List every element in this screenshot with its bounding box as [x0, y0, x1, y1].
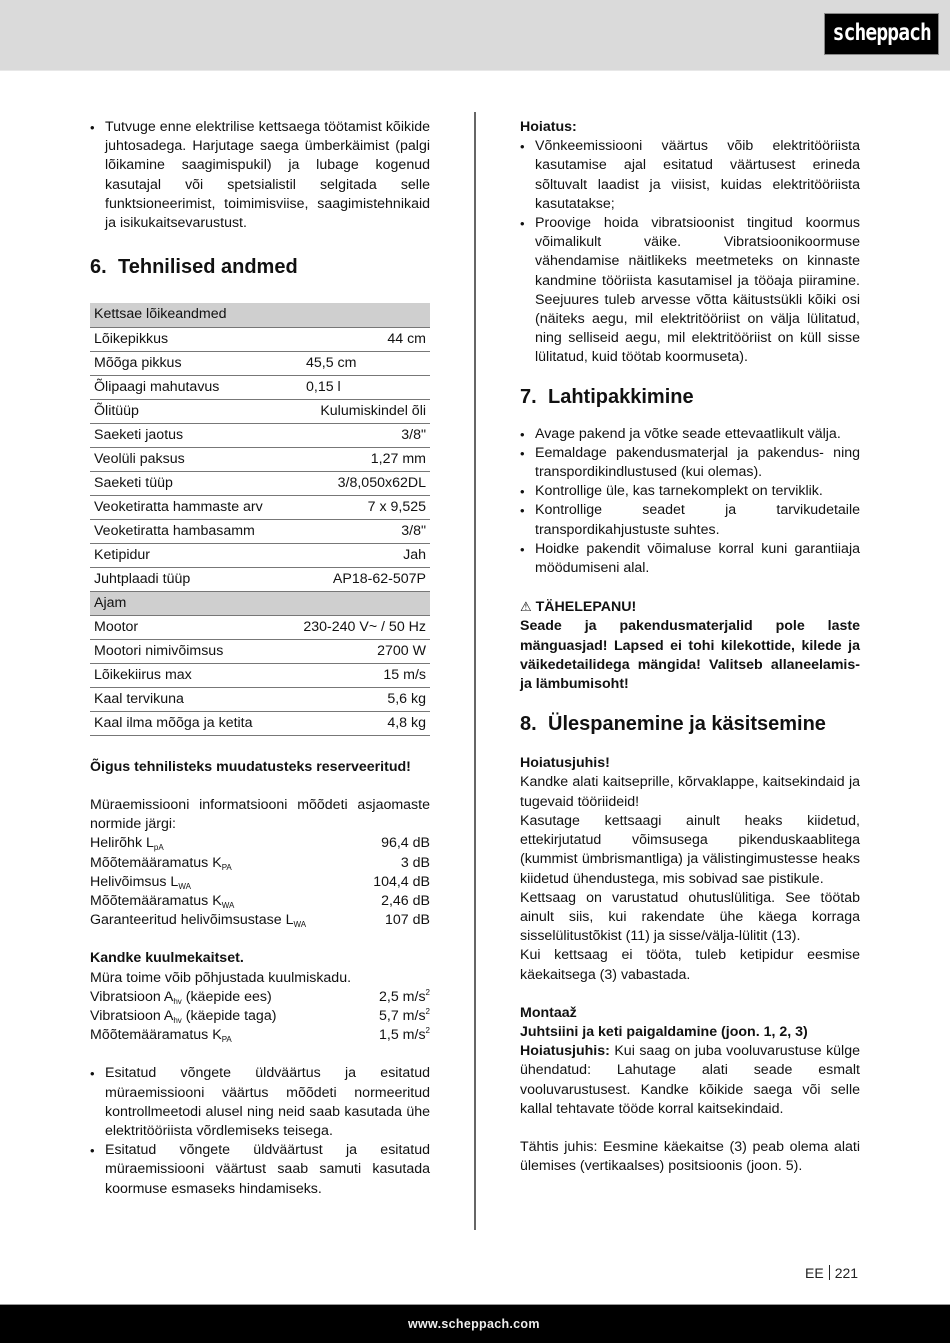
spec-label: Kaal ilma mõõga ja ketita: [90, 711, 298, 735]
spec-value: 7 x 9,525: [298, 495, 430, 519]
assembly-warning: [520, 1042, 860, 1119]
spec-section-row: [90, 303, 430, 327]
spec-value: 230-240 V~ / 50 Hz: [298, 615, 430, 639]
safety-paragraphs: [520, 773, 860, 984]
spec-row: [90, 711, 430, 735]
intro-bullet-list: [90, 118, 430, 233]
spec-section-row: [90, 591, 430, 615]
page-number-value: 221: [834, 1265, 859, 1281]
spec-value: 2700 W: [298, 639, 430, 663]
warning-bullet: • Proovige hoida vibratsioonist tingitud koormus võimalikult väike. Vibratsioonikoormuse vähendamise näitlikeks meetmeteks on kinnaste kandmine tööriista kasutamisel ja tööaja piiramine. Seejuures tuleb arvesse võtta käitustsükli kõiki osi (näiteks aegu, mil elektritööriist on välja lülitatud, ning selliseid aegu, mil elektritööriist on küll sisse lülitatud, kuid töötab koormuseta).: [520, 214, 860, 368]
vibration-label-text: Mõõtemääramatus K: [90, 1027, 222, 1044]
noise-value: 3 dB: [400, 854, 430, 871]
safety-heading: Hoiatusjuhis!: [520, 755, 610, 772]
section-number: 6.: [90, 256, 107, 279]
spec-label: Õlipaagi mahutavus: [90, 375, 298, 399]
vibration-value-text: 1,5 m/s: [379, 1027, 426, 1044]
vibration-label: [90, 1026, 232, 1045]
vibration-row: [90, 1026, 430, 1045]
safety-paragraph: Kasutage kettsaagi ainult heaks kiidetud, ettekirjutatud võimsusega pikenduskaablitega (kummist ümbrismantliga) ja välistingimustesse heaks kiidetud ühendustega, mis sobivad sae pistikule.: [520, 812, 860, 887]
vibration-value-text: 5,7 m/s: [379, 1007, 426, 1024]
footer-bar: [0, 1304, 950, 1343]
vibration-label: [90, 1007, 276, 1026]
unpacking-bullet: • Kontrollige seadet ja tarvikudetaile transpordikahjustuste suhtes.: [520, 501, 860, 539]
closing-bullet: • Esitatud võngete üldväärtust ja esitatud müraemissiooni väärtust saab samuti kasutada koormuse esmaseks hindamiseks.: [90, 1141, 430, 1199]
warning-bullet: • Võnkeemissiooni väärtus võib elektritööriista kasutamise ajal esitatud väärtusest erineda sõltuvalt laadist ja viisist, kuidas elektritööriista kasutatakse;: [520, 137, 860, 214]
spec-label: Ketipidur: [90, 543, 298, 567]
unpacking-bullet-list: [520, 425, 860, 579]
spec-row: [90, 567, 430, 591]
vibration-label-suffix: (käepide ees): [181, 988, 272, 1005]
noise-value: 2,46 dB: [381, 892, 430, 909]
spec-value: 5,6 kg: [298, 687, 430, 711]
column-divider: [474, 112, 476, 1230]
spec-label: Õlitüüp: [90, 399, 298, 423]
spec-label: Mootor: [90, 615, 298, 639]
noise-label: [90, 892, 234, 911]
spec-value: Kulumiskindel õli: [298, 399, 430, 423]
spec-value: 3/8": [298, 423, 430, 447]
warning-heading: Hoiatus:: [520, 119, 577, 135]
spec-row: [90, 375, 430, 399]
spec-label: Juhtplaadi tüüp: [90, 567, 298, 591]
section-title: Ülespanemine ja käsitsemine: [548, 713, 826, 736]
noise-values: [90, 834, 430, 930]
noise-label-text: Helivõimsus L: [90, 873, 179, 890]
spec-section-title: Kettsae lõikeandmed: [90, 303, 430, 327]
vibration-label-text: Vibratsioon A: [90, 988, 174, 1005]
spec-label: Mootori nimivõimsus: [90, 639, 298, 663]
spec-label: Saeketi tüüp: [90, 471, 298, 495]
reserved-note: Õigus tehnilisteks muudatusteks reserveeritud!: [90, 758, 411, 775]
spec-row: [90, 663, 430, 687]
logo-text: scheppach: [832, 20, 931, 47]
spec-label: Lõikekiirus max: [90, 663, 298, 687]
spec-label: Veoketiratta hammaste arv: [90, 495, 298, 519]
attention-heading-line: [520, 597, 860, 617]
header-bar: [0, 0, 950, 71]
spec-value: AP18-62-507P: [298, 567, 430, 591]
section-number: 7.: [520, 385, 537, 408]
safety-paragraph: Kettsaag on varustatud ohutuslülitiga. See töötab ainult siis, kui rakendate ühe käega korraga sisselülitustõkist (11) ja sisse/välja-lülitit (13).: [520, 889, 860, 945]
section-7-heading: [520, 385, 860, 409]
warning-bullet-list: [520, 137, 860, 367]
spec-row: [90, 399, 430, 423]
important-note: Tähtis juhis: Eesmine käekaitse (3) peab olema alati ülemises (vertikaalses) positsioonis (joon. 5).: [520, 1138, 860, 1175]
vibration-label-text: Vibratsioon A: [90, 1007, 174, 1024]
noise-label-subscript: WA: [178, 881, 191, 891]
vibration-label: [90, 988, 272, 1007]
noise-label-subscript: WA: [221, 900, 235, 910]
vibration-label-subscript: hv: [173, 1015, 182, 1025]
noise-label-subscript: PA: [221, 862, 232, 872]
unpacking-bullet: • Hoidke pakendit võimaluse korral kuni garantiiaja möödumiseni alal.: [520, 540, 860, 578]
spec-section-title: Ajam: [90, 591, 430, 615]
assembly-subheading: Juhtsiini ja keti paigaldamine (joon. 1, 2, 3): [520, 1023, 808, 1040]
noise-label: [90, 854, 232, 873]
spec-value: 1,27 mm: [298, 447, 430, 471]
noise-row: [90, 854, 430, 873]
right-column: [520, 118, 860, 1176]
unpacking-bullet: • Kontrollige üle, kas tarnekomplekt on terviklik.: [520, 482, 860, 501]
vibration-label-suffix: (käepide taga): [181, 1007, 277, 1024]
assembly-heading: Montaaž: [520, 1004, 577, 1021]
scheppach-logo: [824, 13, 939, 55]
spec-value: Jah: [298, 543, 430, 567]
hearing-text: Müra toime võib põhjustada kuulmiskadu.: [90, 969, 352, 986]
vibration-row: [90, 1007, 430, 1026]
spec-row: [90, 495, 430, 519]
unpacking-bullet: • Avage pakend ja võtke seade ettevaatlikult välja.: [520, 425, 860, 444]
spec-row: [90, 351, 430, 375]
vibration-value-text: 2,5 m/s: [379, 988, 426, 1005]
safety-paragraph: Kandke alati kaitseprille, kõrvaklappe, kaitsekindaid ja tugevaid tööriideid!: [520, 774, 860, 810]
spec-value: 45,5 cm: [298, 351, 430, 375]
noise-value: 107 dB: [385, 912, 430, 929]
spec-row: [90, 687, 430, 711]
intro-bullet: • Tutvuge enne elektrilise kettsaega töötamist kõikide juhtosadega. Harjutage saega ümberkäimist (palgi lõikamine saagimispukil) ja lubage kogenud kasutajal või spetsialistil selgitada selle funktsioneerimist, toimimisviise, saagimistehnikaid ja isikukaitsevarustust.: [90, 118, 430, 233]
vibration-value: [379, 1026, 430, 1045]
assembly-warning-label: Hoiatusjuhis:: [520, 1043, 610, 1060]
website-link[interactable]: www.scheppach.com: [408, 1317, 540, 1331]
noise-label-text: Garanteeritud helivõimsustase L: [90, 912, 294, 929]
assembly-warning-text: Kui saag on juba vooluvarustuse külge ühendatud: Lahutage alati seade esmalt vooluvarustusest. Kandke kõikide saega või selle kallal tehtavate tööde korral kaitsekindaid.: [520, 1043, 860, 1117]
page-language: EE: [805, 1265, 824, 1281]
noise-label: [90, 911, 306, 930]
vibration-value-superscript: 2: [425, 1026, 430, 1036]
noise-label-subscript: pA: [153, 843, 164, 853]
vibration-label-subscript: hv: [173, 996, 182, 1006]
spec-label: Mõõga pikkus: [90, 351, 298, 375]
spec-table: [90, 303, 430, 736]
closing-bullet-list: [90, 1064, 430, 1198]
spec-value: 3/8": [298, 519, 430, 543]
vibration-value: [379, 1007, 430, 1026]
attention-box: [520, 597, 860, 694]
section-title: Lahtipakkimine: [548, 385, 694, 408]
warning-triangle-icon: ⚠: [520, 599, 532, 615]
safety-paragraph: Kui kettsaag ei tööta, tuleb ketipidur eesmise käekaitsega (3) vabastada.: [520, 947, 860, 983]
attention-text: Seade ja pakendusmaterjalid pole laste mänguasjad! Lapsed ei tohi kilekottide, kilede ja väikedetailidega mängida! Valitseb allaneelamis- ja lämbumisoht!: [520, 618, 860, 693]
spec-label: Saeketi jaotus: [90, 423, 298, 447]
spec-label: Kaal tervikuna: [90, 687, 298, 711]
noise-label: [90, 834, 164, 853]
section-8-heading: [520, 712, 860, 736]
spec-row: [90, 447, 430, 471]
vibration-value-superscript: 2: [425, 987, 430, 997]
vibration-value: [379, 988, 430, 1007]
spec-label: Lõikepikkus: [90, 327, 298, 351]
vibration-value-superscript: 2: [425, 1006, 430, 1016]
noise-row: [90, 873, 430, 892]
spec-value: 0,15 l: [298, 375, 430, 399]
page-number-separator: [829, 1265, 830, 1280]
spec-row: [90, 519, 430, 543]
section-6-heading: [90, 255, 430, 279]
noise-label-text: Mõõtemääramatus K: [90, 854, 222, 871]
hearing-heading: Kandke kuulmekaitset.: [90, 950, 244, 967]
noise-intro: Müraemissiooni informatsiooni mõõdeti asjaomaste normide järgi:: [90, 796, 430, 833]
noise-row: [90, 911, 430, 930]
unpacking-bullet: • Eemaldage pakendusmaterjal ja pakendus- ning transpordikindlustused (kui olemas).: [520, 444, 860, 482]
noise-row: [90, 834, 430, 853]
spec-label: Veolüli paksus: [90, 447, 298, 471]
noise-label-text: Mõõtemääramatus K: [90, 892, 222, 909]
noise-value: 96,4 dB: [381, 835, 430, 852]
noise-row: [90, 892, 430, 911]
spec-row: [90, 543, 430, 567]
spec-row: [90, 423, 430, 447]
spec-value: 3/8,050x62DL: [298, 471, 430, 495]
left-column: [90, 118, 430, 1199]
spec-row: [90, 615, 430, 639]
spec-value: 44 cm: [298, 327, 430, 351]
spec-row: [90, 471, 430, 495]
spec-value: 15 m/s: [298, 663, 430, 687]
closing-bullet: • Esitatud võngete üldväärtus ja esitatud müraemissiooni väärtus mõõdeti normeeritud kontrollmeetodi alusel ning neid saab kasutada ühe elektritööriista võrdlemiseks teisega.: [90, 1064, 430, 1141]
noise-label-subscript: WA: [293, 920, 307, 930]
attention-heading: TÄHELEPANU!: [535, 599, 637, 616]
noise-label: [90, 873, 191, 892]
spec-label: Veoketiratta hambasamm: [90, 519, 298, 543]
section-title: Tehnilised andmed: [118, 256, 298, 279]
spec-value: 4,8 kg: [298, 711, 430, 735]
noise-value: 104,4 dB: [373, 873, 430, 890]
spec-row: [90, 327, 430, 351]
vibration-label-subscript: PA: [221, 1035, 232, 1045]
page-number: [805, 1264, 858, 1283]
vibration-row: [90, 988, 430, 1007]
spec-row: [90, 639, 430, 663]
noise-label-text: Helirõhk L: [90, 835, 154, 852]
section-number: 8.: [520, 713, 537, 736]
vibration-values: [90, 988, 430, 1046]
